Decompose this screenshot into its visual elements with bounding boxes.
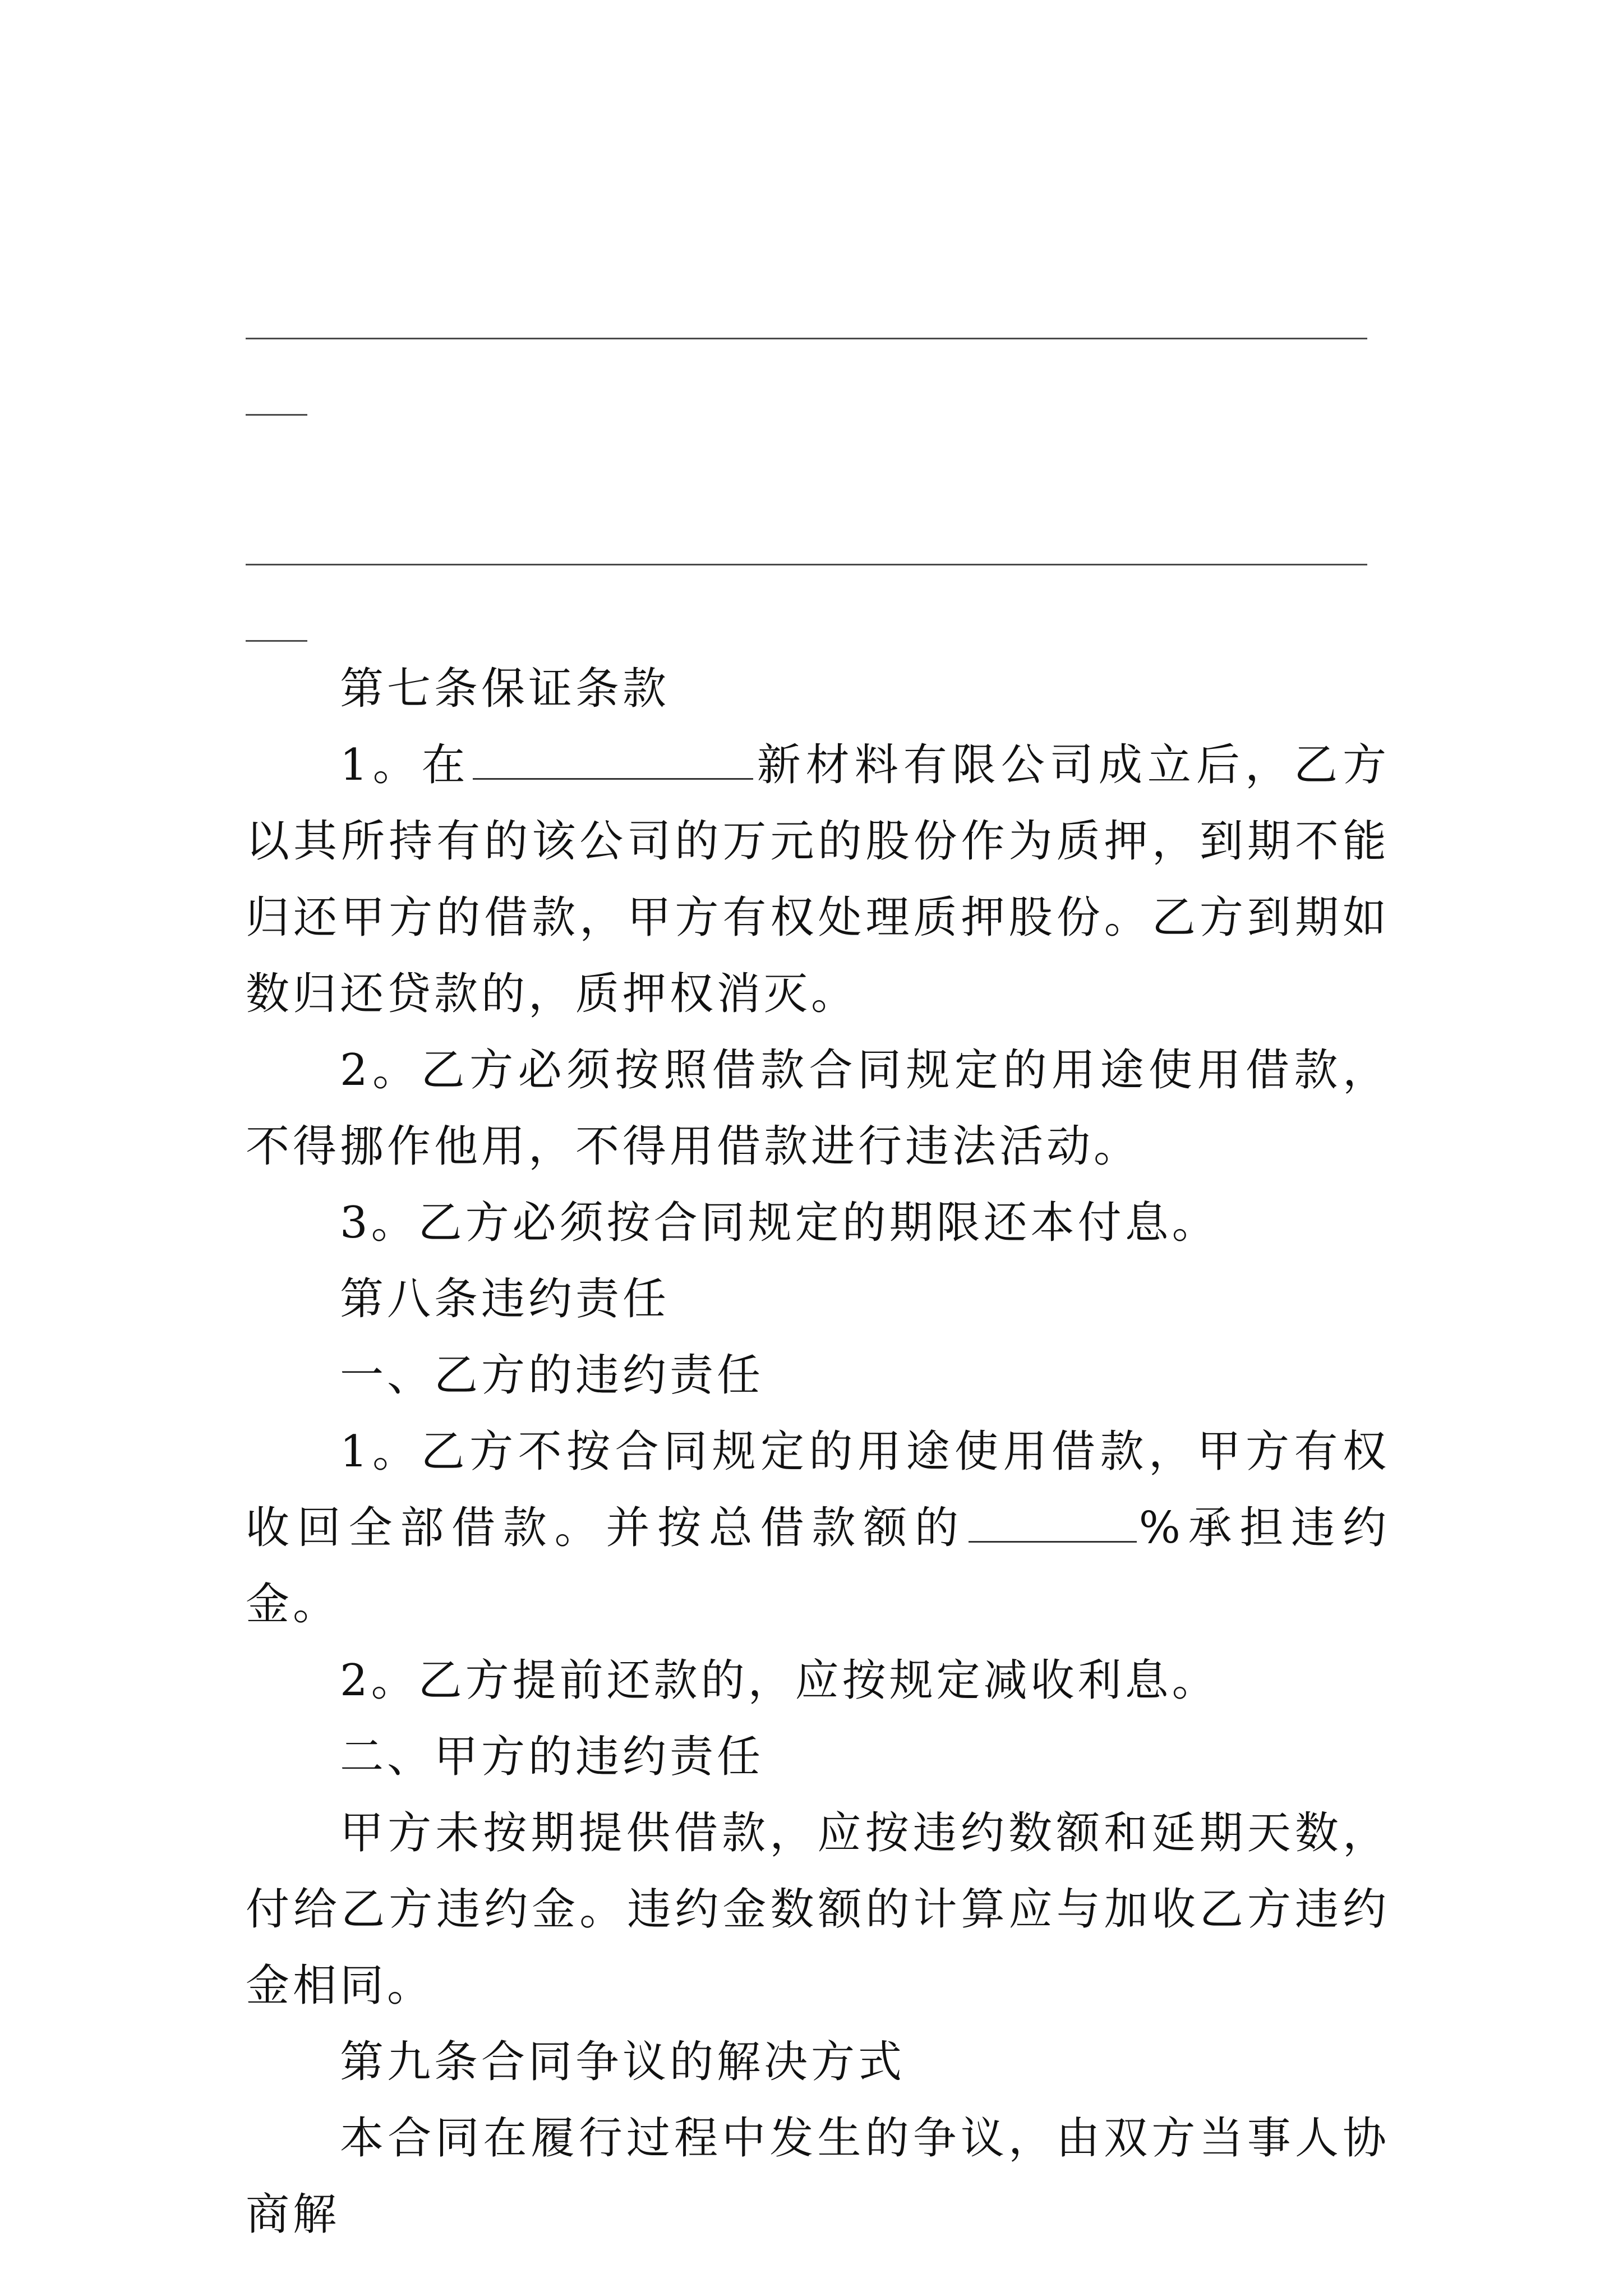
penalty-rate-blank bbox=[969, 1502, 1137, 1543]
article8-sub1-item1-suffix: %承担违约金。 bbox=[246, 1503, 1390, 1630]
company-name-blank bbox=[473, 739, 753, 780]
article8-sub2-text: 甲方未按期提供借款，应按违约数额和延期天数，付给乙方违约金。违约金数额的计算应与加收乙方违约金相同。 bbox=[246, 1808, 1390, 2011]
article9-heading: 第九条合同争议的解决方式 bbox=[340, 2037, 906, 2087]
article8-heading: 第八条违约责任 bbox=[340, 1274, 670, 1324]
article9-text: 本合同在履行过程中发生的争议，由双方当事人协商解 bbox=[246, 2113, 1390, 2240]
article8-sub1-item1 bbox=[246, 1414, 1390, 1642]
blank-line-1 bbox=[246, 338, 1367, 339]
article7-item2: 2。乙方必须按照借款合同规定的用途使用借款，不得挪作他用，不得用借款进行违法活动。 bbox=[246, 1045, 1390, 1172]
article7-item1-suffix: 新材料有限公司成立后，乙方以其所持有的该公司的万元的股份作为质押，到期不能归还甲方的借款，甲方有权处理质押股份。乙方到期如数归还贷款的，质押权消灭。 bbox=[246, 740, 1390, 1019]
blank-line-1-tail bbox=[246, 414, 307, 416]
article7-heading: 第七条保证条款 bbox=[340, 664, 670, 714]
article7-item3: 3。乙方必须按合同规定的期限还本付息。 bbox=[340, 1198, 1219, 1248]
article8-sub1-heading: 一、乙方的违约责任 bbox=[340, 1350, 764, 1401]
article7-item1-prefix: 1。在 bbox=[340, 740, 471, 790]
article8-sub2-heading: 二、甲方的违约责任 bbox=[340, 1732, 764, 1782]
blank-line-2 bbox=[246, 564, 1367, 565]
document-body bbox=[246, 651, 1390, 2253]
blank-line-2-tail bbox=[246, 640, 307, 642]
article7-item1 bbox=[246, 727, 1390, 1032]
article8-sub1-item2: 2。乙方提前还款的，应按规定减收利息。 bbox=[340, 1655, 1219, 1706]
article8-sub1-item1-prefix: 1。乙方不按合同规定的用途使用借款，甲方有权收回全部借款。并按总借款额的 bbox=[246, 1427, 1390, 1553]
